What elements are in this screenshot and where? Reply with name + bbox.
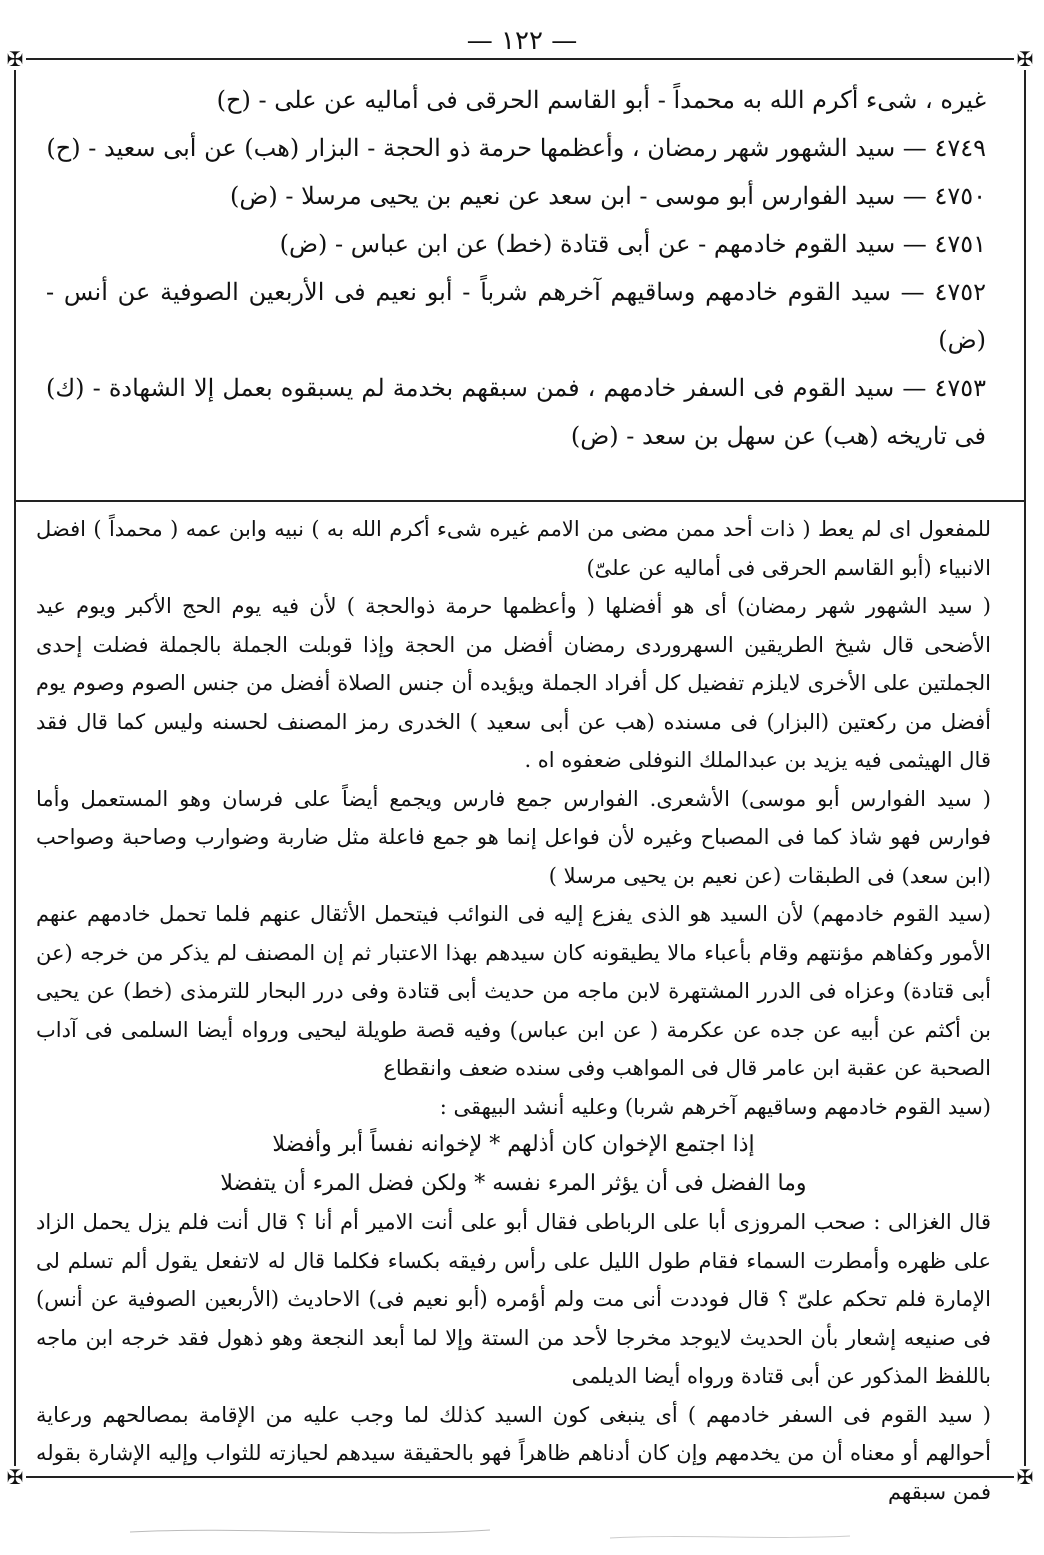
hadith-entry: ٤٧٥٢ — سيد القوم خادمهم وساقيهم آخرهم شرباً - أبو نعيم فى الأربعين الصوفية عن أنس - (ض) <box>46 278 986 354</box>
commentary-paragraph: ( سيد الفوارس أبو موسى) الأشعرى. الفوارس جمع فارس ويجمع أيضاً على فرسان وهو المستعمل وأما فوارس فهو شاذ كما فى المصباح وغيره لأن فواعل إنما هو جمع فاعلة مثل ضاربة وضوارب وصاحبة وصواحب (ابن سعد) فى الطبقات (عن نعيم بن يحيى مرسلا ) <box>36 786 991 888</box>
corner-ornament-icon: ✠ <box>4 48 26 70</box>
bottom-scan-marks <box>130 1510 920 1550</box>
hadith-entry: ٤٧٤٩ — سيد الشهور شهر رمضان ، وأعظمها حرمة ذو الحجة - البزار (هب) عن أبى سعيد - (ح) <box>46 134 986 162</box>
commentary-paragraph: قال الغزالى : صحب المروزى أبا على الرباطى فقال أبو على أنت الامير أم أنا ؟ قال أنت فلم يزل يحمل الزاد على ظهره وأمطرت السماء فقام طول الليل على رأس رفيقه بكساء فكلما قال له لاتفعل يقول ألم تسلم لى الإمارة فلم تحكم علىّ ؟ قال فوددت أنى مت ولم أؤمره (أبو نعيم فى) الاحاديث (الأربعين الصوفية عن أنس) فى صنيعه إشعار بأن الحديث لايوجد مخرجا لأحد من الستة وإلا لما أبعد النجعة وهو ذهول فقد خرجه ابن ماجه باللفظ المذكور عن أبى قتادة ورواه أيضا الديلمى <box>36 1210 991 1388</box>
commentary-paragraph: (سيد القوم خادمهم وساقيهم آخرهم شربا) وعليه أنشد البيهقى : <box>439 1094 991 1119</box>
hadith-entry: ٤٧٥٠ — سيد الفوارس أبو موسى - ابن سعد عن نعيم بن يحيى مرسلا - (ض) <box>230 182 986 210</box>
commentary <box>36 510 991 1511</box>
verse-line: وما الفضل فى أن يؤثر المرء نفسه * ولكن فضل المرء أن يتفضلا <box>220 1170 807 1196</box>
hadith-entry: ٤٧٥١ — سيد القوم خادمهم - عن أبى قتادة (خط) عن ابن عباس - (ض) <box>279 230 986 258</box>
main-text <box>46 76 986 460</box>
commentary-paragraph: ( سيد القوم فى السفر خادمهم ) أى ينبغى كون السيد كذلك لما وجب عليه من الإقامة بمصالحهم ورعاية أحوالهم أو معناه أن من يخدمهم وإن كان أدناهم ظاهراً فهو بالحقيقة سيدهم لحيازته للثواب وإليه الإشارة بقوله فمن سبقهم <box>36 1402 991 1504</box>
commentary-paragraph: (سيد القوم خادمهم) لأن السيد هو الذى يفزع إليه فى النوائب فيتحمل الأثقال عنهم فلما تحمل خادمهم عنهم الأمور وكفاهم مؤنتهم وقام بأعباء مالا يطيقونه كان سيدهم بهذا الاعتبار ثم إن المصنف لم يذكر من خرجه (عن أبى قتادة) وعزاه فى الدرر المشتهرة لابن ماجه من حديث أبى قتادة وفى درر البحار للترمذى (خط) عن يحيى بن أكثم عن أبيه عن جده عن عكرمة ( عن ابن عباس) وفيه قصة طويلة ليحيى ورواه أيضا السلمى فى آداب الصحبة عن عقبة ابن عامر قال فى المواهب وفى سنده ضعف وانقطاع <box>36 902 991 1080</box>
corner-ornament-icon: ✠ <box>1014 1466 1036 1488</box>
corner-ornament-icon: ✠ <box>1014 48 1036 70</box>
main-line: غيره ، شىء أكرم الله به محمداً - أبو القاسم الحرقى فى أماليه عن على - (ح) <box>216 86 986 114</box>
page-number: — ١٢٢ — <box>466 26 578 56</box>
verse-line: إذا اجتمع الإخوان كان أذلهم * لإخوانه نفساً أبر وأفضلا <box>272 1132 755 1157</box>
commentary-paragraph: للمفعول اى لم يعط ( ذات أحد ممن مضى من الامم غيره شىء أكرم الله به ) نبيه وابن عمه ( محمداً ) افضل الانبياء (أبو القاسم الحرقى فى أماليه عن علىّ) <box>36 517 991 580</box>
page-frame <box>6 47 1034 1504</box>
corner-ornament-icon: ✠ <box>4 1466 26 1488</box>
commentary-paragraph: ( سيد الشهور شهر رمضان) أى هو أفضلها ( وأعظمها حرمة ذوالحجة ) لأن فيه يوم الحج الأكبر ويوم عيد الأضحى قال شيخ الطريقين السهروردى رمضان أفضل من الحجة وإذا قوبلت الجملة بالجملة فضلت إحدى الجملتين على الأخرى لايلزم تفضيل كل أفراد الجملة ويؤيده أن جنس الصلاة أفضل من جنس الصوم وصوم يوم أفضل من ركعتين (البزار) فى مسنده (هب عن أبى سعيد ) الخدرى رمز المصنف لحسنه وليس كما قال فقد قال الهيثمى فيه يزيد بن عبدالملك النوفلى ضعفوه اه . <box>36 594 991 772</box>
separator-rule <box>16 500 1024 502</box>
hadith-entry: ٤٧٥٣ — سيد القوم فى السفر خادمهم ، فمن سبقهم بخدمة لم يسبقوه بعمل إلا الشهادة - (ك) فى تاريخه (هب) عن سهل بن سعد - (ض) <box>46 374 986 450</box>
